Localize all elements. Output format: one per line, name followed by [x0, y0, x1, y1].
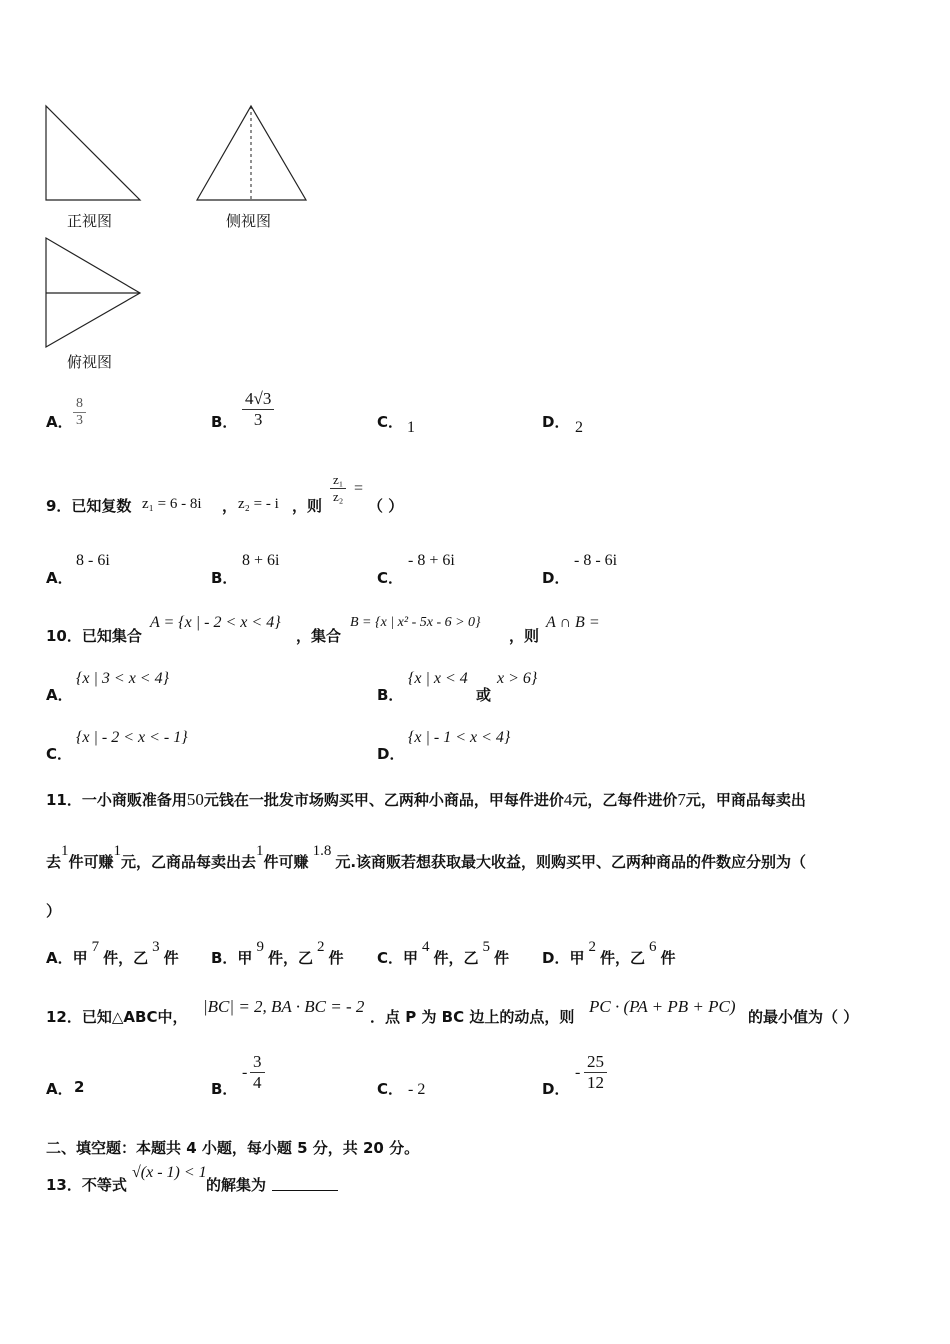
q9-prefix: 9．已知复数: [46, 497, 132, 515]
q10-option-b-label: B．: [377, 686, 404, 704]
q8-option-c-value: 1: [407, 419, 415, 436]
q12-option-c-value: - 2: [408, 1081, 426, 1098]
q8-option-a-label: A．: [46, 413, 73, 431]
q11-line2: 去1件可赚1元，乙商品每卖出去1件可赚1.8元.该商贩若想获取最大收益，则购买甲、乙两种商品的件数应分别为（: [46, 843, 807, 871]
q11-option-d: D．甲2件，乙6件: [542, 939, 676, 967]
q10-prefix: 10．已知集合: [46, 627, 142, 645]
top-view-caption: 俯视图: [67, 353, 113, 371]
q11-line1: 11．一小商贩准备用50元钱在一批发市场购买甲、乙两种小商品，甲每件进价4元，乙每件进价7元，甲商品每卖出: [46, 790, 806, 809]
q12-option-b-sign: -: [242, 1064, 248, 1081]
q12-prefix: 12．已知△ABC中，: [46, 1008, 188, 1026]
q8-option-b-label: B．: [211, 413, 238, 431]
q9-option-d-label: D．: [542, 569, 570, 587]
q10-option-a-value: {x | 3 < x < 4}: [76, 670, 169, 687]
q11-profit-b: 1.8: [312, 843, 332, 859]
q11-money: 50: [186, 790, 204, 809]
q12-option-b-label: B．: [211, 1080, 238, 1098]
q13-expression: √(x - 1) < 1: [132, 1164, 207, 1181]
q9-option-c-value: - 8 + 6i: [408, 552, 455, 569]
q9-option-c-label: C．: [377, 569, 404, 587]
q12-option-b-fraction: $\frac{3}{4}$: [250, 1052, 265, 1093]
q8-option-b-fraction: $\frac{4√3}{3}$: [242, 389, 274, 430]
q12-condition: |BC| = 2, BA · BC = - 2: [203, 997, 365, 1016]
q12-option-d-sign: -: [575, 1064, 581, 1081]
q10-expr: A ∩ B =: [546, 614, 600, 631]
q9-z2: z₂ = - i: [238, 496, 279, 512]
q11-profit-a: 1: [113, 843, 122, 859]
q9-sep: ，: [222, 497, 238, 515]
q12-option-d-fraction: $\frac{25}{12}$: [584, 1052, 607, 1093]
q9-option-a-value: 8 - 6i: [76, 552, 110, 569]
q8-option-d-value: 2: [575, 419, 583, 436]
q9-paren: （ ）: [368, 497, 404, 515]
section-heading: 二、填空题：本题共 4 小题，每小题 5 分，共 20 分。: [46, 1139, 420, 1157]
q13-suffix: 的解集为: [206, 1176, 267, 1194]
q10-option-b-or: 或: [476, 686, 492, 704]
q10-option-c-value: {x | - 2 < x < - 1}: [76, 729, 188, 746]
q12-option-a-value: 2: [74, 1078, 85, 1096]
q11-price-a: 4: [563, 790, 573, 809]
q12-suffix: 的最小值为（ ）: [748, 1008, 859, 1026]
q10-option-d-label: D．: [377, 745, 405, 763]
q11-option-a: A．甲7件，乙3件: [46, 939, 179, 967]
q10-then: ，则: [509, 627, 540, 645]
q10-set-b: B = {x | x² - 5x - 6 > 0}: [350, 615, 481, 630]
q8-option-c-label: C．: [377, 413, 404, 431]
q9-option-a-label: A．: [46, 569, 73, 587]
q9-eq: =: [354, 480, 364, 497]
q10-set-a: A = {x | - 2 < x < 4}: [150, 614, 281, 631]
q9-option-b-value: 8 + 6i: [242, 552, 280, 569]
q12-option-c-label: C．: [377, 1080, 404, 1098]
q10-option-b-value2: x > 6}: [497, 670, 538, 687]
q11-one-a: 1: [61, 843, 69, 859]
q13-answer-blank[interactable]: [272, 1190, 338, 1191]
side-view-caption: 侧视图: [226, 212, 272, 230]
q10-mid: ，集合: [296, 627, 342, 645]
q10-option-a-label: A．: [46, 686, 73, 704]
q9-option-d-value: - 8 - 6i: [574, 552, 618, 569]
q12-expression: PC · (PA + PB + PC): [589, 997, 736, 1016]
q11-option-c: C．甲4件，乙5件: [377, 939, 510, 967]
front-view-triangle: [46, 106, 140, 200]
q10-option-b-value1: {x | x < 4: [408, 670, 468, 687]
q13-prefix: 13．不等式: [46, 1176, 127, 1194]
q10-option-d-value: {x | - 1 < x < 4}: [408, 729, 511, 746]
q12-mid: ．点 P 为 BC 边上的动点，则: [370, 1008, 575, 1026]
q8-option-a-fraction: $\frac{8}{3}$: [73, 396, 86, 429]
q9-then: ，则: [292, 497, 323, 515]
q11-line3: ）: [46, 902, 62, 920]
q11-price-b: 7: [677, 790, 686, 809]
q9-option-b-label: B．: [211, 569, 238, 587]
q9-fraction: $\frac{\text{z₁}}{\text{z₂}}$: [330, 472, 346, 505]
q11-one-b: 1: [256, 843, 264, 859]
q8-option-d-label: D．: [542, 413, 570, 431]
q10-option-c-label: C．: [46, 745, 73, 763]
front-view-caption: 正视图: [67, 212, 113, 230]
q9-z1: z₁ = 6 - 8i: [142, 496, 202, 512]
q11-option-b: B．甲9件，乙2件: [211, 939, 344, 967]
q12-option-d-label: D．: [542, 1080, 570, 1098]
q12-option-a-label: A．: [46, 1080, 73, 1098]
